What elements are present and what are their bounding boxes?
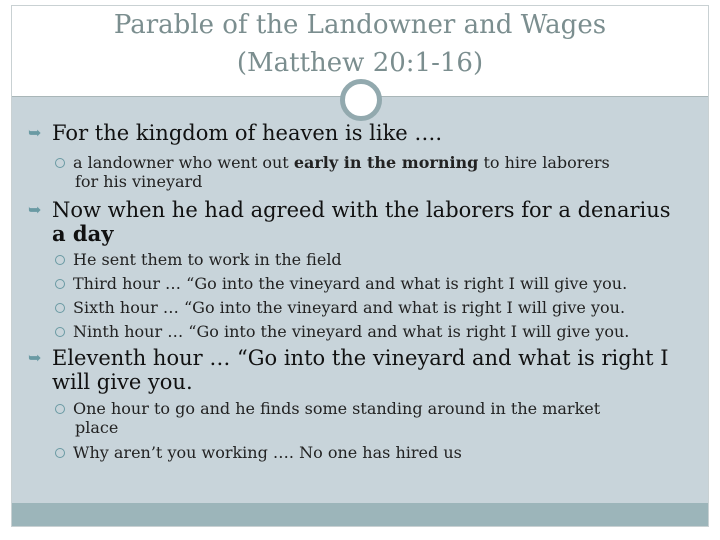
arrow-bullet-icon: ➥ (28, 348, 42, 367)
slide-title-line-2: (Matthew 20:1-16) (236, 48, 484, 78)
sub-bullet-1-1: a landowner who went out early in the morning to hire laborers for his vineyard (55, 153, 685, 191)
sub-bullet-3-1: One hour to go and he finds some standing around in the market place (55, 399, 685, 437)
circle-bullet-icon (55, 404, 65, 414)
arrow-bullet-icon: ➥ (28, 200, 42, 219)
circle-bullet-icon (55, 158, 65, 168)
slide-title-line-1: Parable of the Landowner and Wages (113, 10, 607, 40)
circle-bullet-icon (55, 448, 65, 458)
bullet-text: For the kingdom of heaven is like …. (52, 121, 443, 145)
footer-bar (12, 503, 708, 526)
emphasis-text: early in the morning (293, 153, 479, 172)
sub-bullet-continuation: for his vineyard (75, 172, 203, 191)
bullet-continuation: will give you. (52, 370, 193, 394)
circle-bullet-icon (55, 327, 65, 337)
sub-bullet-2-3: Sixth hour … “Go into the vineyard and what is right I will give you. (55, 298, 685, 317)
circle-bullet-icon (55, 303, 65, 313)
sub-bullet-continuation: place (75, 418, 119, 437)
bullet-continuation: a day (52, 221, 114, 246)
sub-bullet-2-2: Third hour … “Go into the vineyard and what is right I will give you. (55, 274, 685, 293)
sub-bullet-2-1: He sent them to work in the field (55, 250, 685, 269)
circle-bullet-icon (55, 255, 65, 265)
circle-bullet-icon (55, 279, 65, 289)
decorative-circle-icon (340, 79, 382, 121)
bullet-point-2: ➥ Now when he had agreed with the laborers for a denarius a day (28, 198, 708, 246)
bullet-point-3: ➥ Eleventh hour … “Go into the vineyard and what is right I will give you. (28, 346, 708, 394)
arrow-bullet-icon: ➥ (28, 123, 42, 142)
sub-bullet-3-2: Why aren’t you working …. No one has hired us (55, 443, 685, 462)
sub-bullet-2-4: Ninth hour … “Go into the vineyard and what is right I will give you. (55, 322, 685, 341)
bullet-point-1 (28, 121, 708, 145)
